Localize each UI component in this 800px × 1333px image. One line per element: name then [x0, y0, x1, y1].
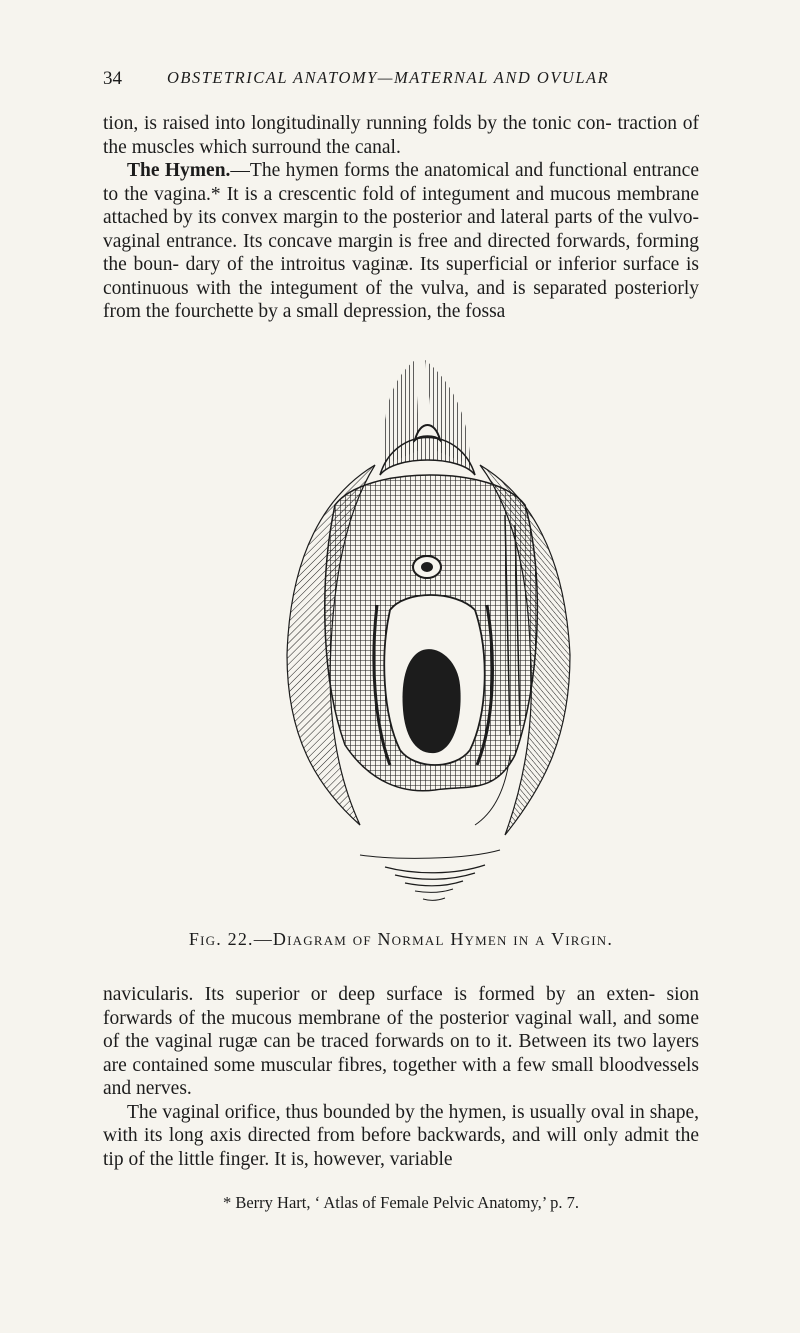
- footnote: * Berry Hart, ‘ Atlas of Female Pelvic Anatomy,’ p. 7.: [222, 1193, 580, 1212]
- navicularis-paragraph: navicularis. Its superior or deep surface is formed by an exten- sion forwards of the mucous membrane of the posterior vaginal wall, and some of the vaginal rugæ can be traced forwards on to it. Between its two layers are contained some muscular fibres, together with a few small bloodvessels and nerves.: [103, 984, 699, 1099]
- body-text-top: [103, 112, 699, 324]
- continuation-paragraph: tion, is raised into longitudinally running folds by the tonic con- traction of the muscles which surround the canal.: [103, 113, 699, 158]
- hymen-diagram-figure: [265, 355, 595, 925]
- section-heading: The Hymen.: [127, 160, 231, 181]
- figure-caption: [103, 929, 699, 950]
- running-head: OBSTETRICAL ANATOMY—MATERNAL AND OVULAR: [167, 68, 610, 87]
- figure-caption-text: Fig. 22.—Diagram of Normal Hymen in a Virgin.: [188, 929, 614, 949]
- hymen-paragraph: [103, 159, 699, 324]
- vaginal-orifice-paragraph: The vaginal orifice, thus bounded by the hymen, is usually oval in shape, with its long axis directed from before backwards, and will only admit the tip of the little finger. It is, however, variable: [103, 1101, 699, 1170]
- page-header: [103, 68, 699, 92]
- page-number: 34: [103, 68, 122, 89]
- hymen-paragraph-text: —The hymen forms the anatomical and functional entrance to the vagina.* It is a crescentic fold of integument and mucous membrane attached by its convex margin to the posterior and lateral parts of the vulvo-vaginal entrance. Its concave margin is free and directed forwards, forming the boun- dary of the introitus vaginæ. Its superficial or inferior surface is continuous with the integument of the vulva, and is separated posteriorly from the fourchette by a small depression, the fossa: [103, 160, 699, 322]
- body-text-bottom: [103, 983, 699, 1171]
